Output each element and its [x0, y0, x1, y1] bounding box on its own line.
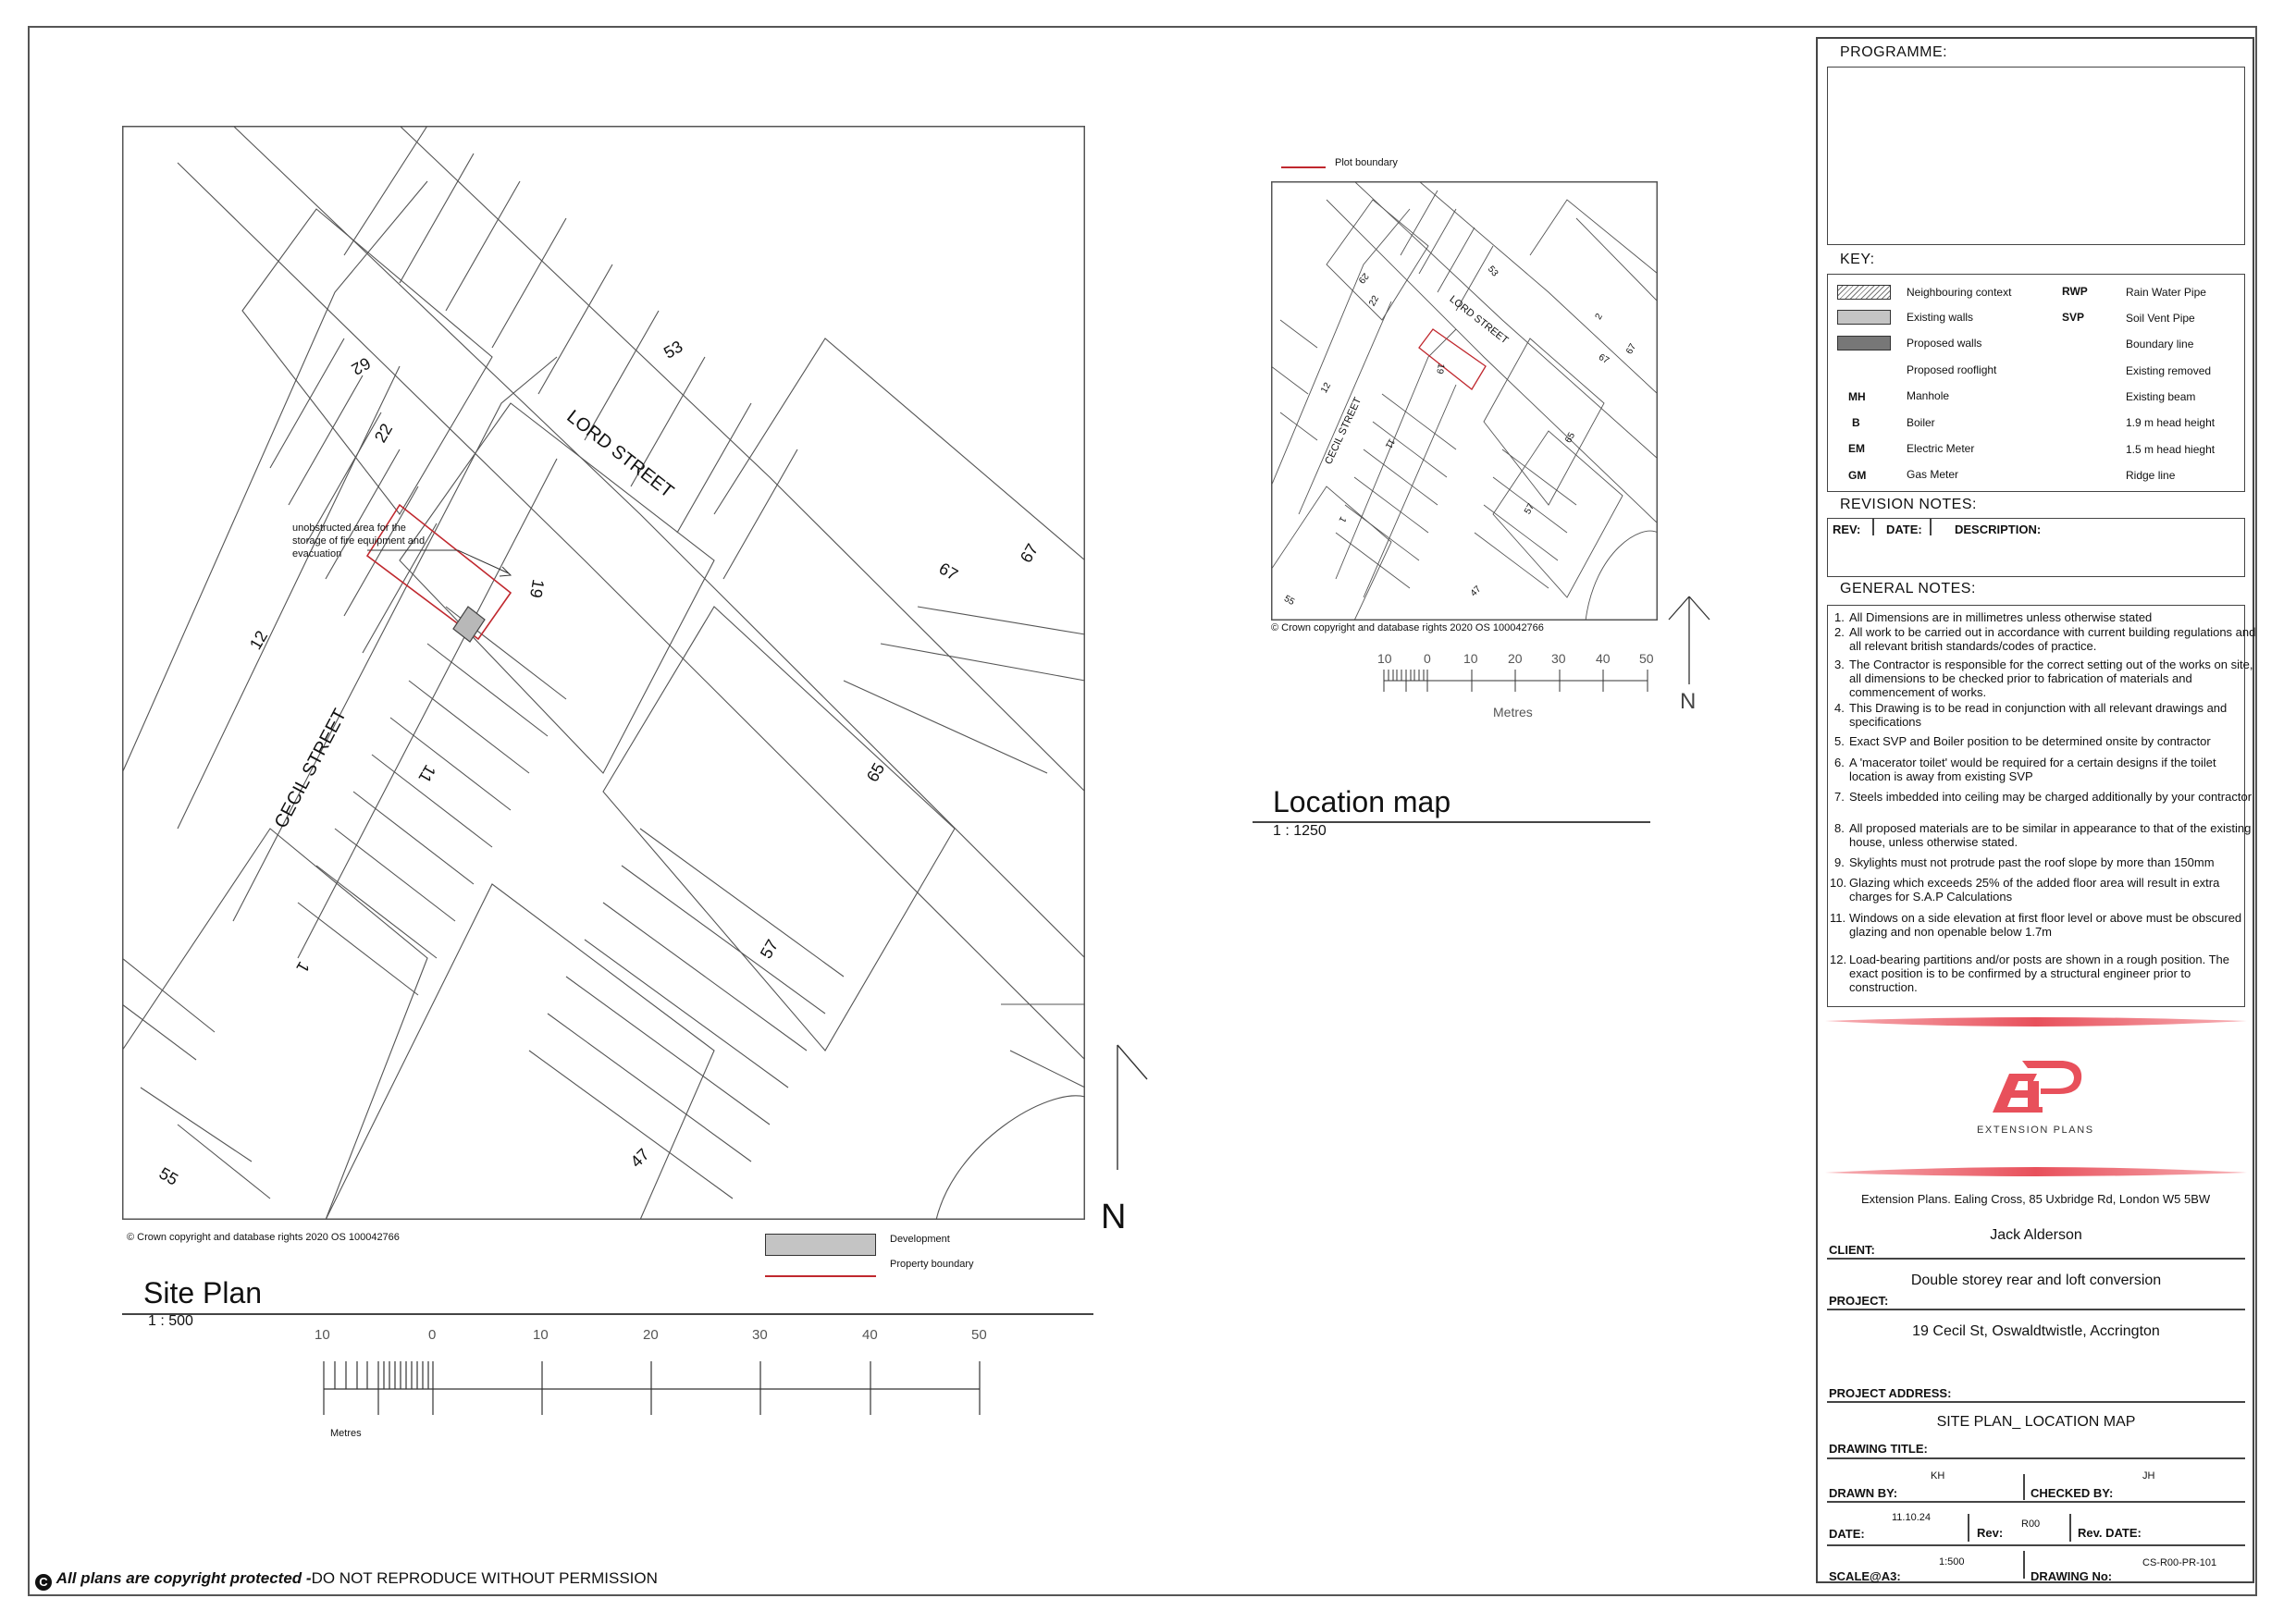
rev-date-label: Rev. DATE: [2078, 1526, 2142, 1540]
key-label: Proposed walls [1907, 337, 1982, 350]
key-label: Neighbouring context [1907, 286, 2012, 299]
project-value: Double storey rear and loft conversion [1910, 1273, 2162, 1288]
house-number: 65 [862, 759, 889, 785]
company-address: Extension Plans. Ealing Cross, 85 Uxbridge Rd, London W5 5BW [1861, 1192, 2211, 1206]
loc-scale-tick: 30 [1551, 651, 1566, 666]
swatch-proposed-walls [1837, 336, 1891, 350]
loc-scale-tick: 40 [1596, 651, 1611, 666]
client-value: Jack Alderson [1990, 1227, 2082, 1243]
scale-tick-label: 40 [862, 1327, 878, 1343]
drawn-by-label: DRAWN BY: [1829, 1486, 1898, 1500]
loc-street-label: LORD STREET [1447, 293, 1511, 347]
scale-tick-label: 30 [752, 1327, 768, 1343]
house-number: 11 [414, 761, 440, 786]
key-label: Gas Meter [1907, 468, 1959, 481]
project-label: PROJECT: [1829, 1294, 1889, 1308]
client-label: CLIENT: [1829, 1243, 1875, 1257]
key-label: Boiler [1907, 416, 1935, 429]
key-code: MH [1848, 390, 1866, 403]
house-number: 67 [1016, 540, 1043, 566]
key-code: GM [1848, 469, 1867, 482]
key-label: Existing walls [1907, 311, 1974, 324]
scale-tick-label: 50 [971, 1327, 987, 1343]
address-value: 19 Cecil St, Oswaldtwistle, Accrington [1912, 1323, 2160, 1339]
house-number: 1 [292, 958, 314, 977]
legend-boundary-line [765, 1275, 876, 1277]
drawing-no-value: CS-R00-PR-101 [2142, 1557, 2217, 1568]
location-scale-unit: Metres [1493, 705, 1533, 719]
client-rule [1827, 1258, 2245, 1260]
scale-label: SCALE@A3: [1829, 1569, 1901, 1583]
scale-tick-label: 10 [315, 1327, 330, 1343]
key-code: B [1852, 416, 1860, 429]
location-legend-plot: Plot boundary [1335, 157, 1398, 168]
location-map [1271, 181, 1658, 621]
loc-scale-tick: 50 [1639, 651, 1654, 666]
key-label: Electric Meter [1907, 442, 1975, 455]
annotation-arrow [365, 541, 518, 583]
date-divider [1968, 1514, 1969, 1542]
street-label: CECIL STREET [270, 706, 352, 832]
key-label: Manhole [1907, 389, 1950, 402]
key-box [1827, 274, 2245, 492]
loc-house-number: 12 [1319, 380, 1334, 396]
site-north-label: N [1101, 1198, 1127, 1236]
address-rule [1827, 1401, 2245, 1403]
location-map-title: Location map [1273, 785, 1451, 818]
drawing-title-value: SITE PLAN_ LOCATION MAP [1936, 1414, 2136, 1430]
rev-divider [1872, 519, 1874, 535]
drawn-by-value: KH [1931, 1470, 1945, 1482]
key-code: SVP [2062, 311, 2085, 324]
project-rule [1827, 1309, 2245, 1310]
address-label: PROJECT ADDRESS: [1829, 1386, 1952, 1400]
house-number: 22 [370, 420, 397, 446]
house-number: 47 [626, 1144, 653, 1172]
key-label: Existing beam [2126, 390, 2196, 403]
site-scale-unit: Metres [330, 1428, 362, 1439]
programme-heading: PROGRAMME: [1840, 44, 1948, 60]
programme-box [1827, 67, 2245, 245]
site-copyright: © Crown copyright and database rights 2020 OS 100042766 [127, 1232, 400, 1243]
key-label: Existing removed [2126, 364, 2212, 377]
loc-house-number: 65 [1563, 430, 1578, 446]
site-plan-map [122, 126, 1085, 1220]
scale-tick-label: 0 [428, 1327, 437, 1343]
loc-house-number: 53 [1485, 264, 1500, 279]
loc-scale-tick: 20 [1508, 651, 1523, 666]
checked-by-label: CHECKED BY: [2031, 1486, 2114, 1500]
rev-col: REV: [1833, 523, 1861, 536]
house-number: 57 [756, 936, 783, 962]
loc-house-number: 1 [1336, 514, 1348, 524]
loc-house-number: 11 [1382, 436, 1397, 450]
location-copyright: © Crown copyright and database rights 2020 OS 100042766 [1271, 622, 1544, 633]
location-map-scale: 1 : 1250 [1273, 823, 1327, 839]
key-label: 1.9 m head height [2126, 416, 2216, 429]
house-number: 67 [935, 559, 961, 584]
location-north-label: N [1680, 689, 1697, 714]
date-value: 11.10.24 [1892, 1512, 1932, 1523]
footer-copyright: C All plans are copyright protected -DO NOT REPRODUCE WITHOUT PERMISSION [35, 1569, 658, 1591]
key-code: EM [1848, 442, 1865, 455]
loc-house-number: 29 [1355, 270, 1371, 286]
swatch-neighbouring-context [1837, 285, 1891, 300]
loc-house-number: 22 [1367, 293, 1382, 309]
logo-swoosh-bottom [1825, 1162, 2247, 1178]
plot-boundary-line [1281, 166, 1326, 168]
legend-development: Development [890, 1234, 950, 1245]
swatch-existing-walls [1837, 310, 1891, 325]
rev-value: R00 [2021, 1518, 2041, 1530]
loc-scale-tick: 0 [1424, 651, 1431, 666]
house-number: 55 [155, 1163, 181, 1189]
scale-value: 1:500 [1939, 1556, 1965, 1568]
key-label: Proposed rooflight [1907, 363, 1997, 376]
site-scale-bar [319, 1359, 985, 1420]
key-label: Boundary line [2126, 338, 2194, 350]
copyright-icon: C [35, 1574, 52, 1591]
rev-col: DESCRIPTION: [1955, 523, 2042, 536]
key-label: 1.5 m head hieght [2126, 443, 2216, 456]
loc-scale-tick: 10 [1463, 651, 1478, 666]
key-label: Rain Water Pipe [2126, 286, 2206, 299]
key-code: RWP [2062, 285, 2088, 298]
drawing-no-label: DRAWING No: [2031, 1569, 2113, 1583]
loc-house-number: 67 [1596, 351, 1611, 367]
date-rule [1827, 1544, 2245, 1546]
loc-scale-tick: 10 [1377, 651, 1392, 666]
site-title-underline [122, 1313, 1093, 1315]
location-scale-bar [1380, 668, 1653, 695]
scale-tick-label: 20 [643, 1327, 659, 1343]
legend-property-boundary: Property boundary [890, 1259, 974, 1270]
site-annotation: unobstructed area for the storage of fire equipment and evacuation [292, 523, 426, 559]
loc-house-number: 19 [1434, 363, 1446, 375]
rev-divider [1930, 519, 1932, 535]
key-label: Ridge line [2126, 469, 2176, 482]
rev-col: DATE: [1886, 523, 1922, 536]
site-north-arrow [1101, 1040, 1156, 1170]
site-plan-scale: 1 : 500 [148, 1313, 193, 1329]
house-number: 12 [245, 627, 272, 653]
drawn-rule [1827, 1501, 2245, 1503]
date-label: DATE: [1829, 1527, 1865, 1541]
scale-divider [2023, 1551, 2025, 1579]
logo-swoosh-top [1825, 1015, 2247, 1032]
rev-date-divider [2069, 1514, 2071, 1542]
house-number: 53 [660, 337, 686, 363]
scale-tick-label: 10 [533, 1327, 549, 1343]
company-logo [1987, 1057, 2085, 1118]
street-label: LORD STREET [562, 406, 678, 502]
key-label: Soil Vent Pipe [2126, 312, 2195, 325]
location-north-arrow [1665, 592, 1711, 684]
revision-heading: REVISION NOTES: [1840, 497, 1977, 512]
drawing-title-label: DRAWING TITLE: [1829, 1442, 1928, 1456]
key-heading: KEY: [1840, 252, 1875, 267]
loc-house-number: 2 [1593, 312, 1605, 322]
drawing-title-rule [1827, 1457, 2245, 1459]
drawn-divider [2023, 1474, 2025, 1500]
loc-street-label: CECIL STREET [1323, 395, 1364, 467]
loc-house-number: 57 [1523, 501, 1537, 517]
general-notes-heading: GENERAL NOTES: [1840, 581, 1976, 596]
checked-by-value: JH [2142, 1470, 2155, 1482]
house-number: 62 [348, 353, 374, 379]
logo-text: EXTENSION PLANS [1977, 1125, 2094, 1136]
house-number: 19 [525, 577, 549, 600]
loc-house-number: 55 [1281, 593, 1297, 609]
rev-label: Rev: [1977, 1526, 2004, 1540]
loc-house-number: 67 [1624, 341, 1639, 357]
site-plan-title: Site Plan [143, 1276, 263, 1309]
loc-house-number: 47 [1468, 584, 1484, 599]
legend-development-swatch [765, 1234, 876, 1256]
